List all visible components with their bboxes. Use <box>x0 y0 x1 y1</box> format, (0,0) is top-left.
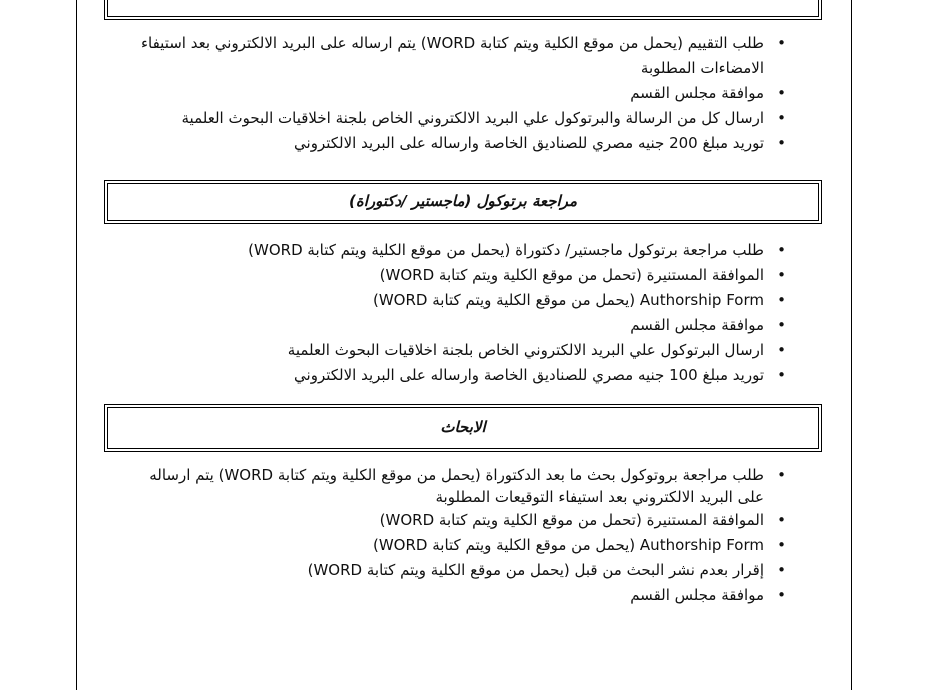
list-item: • طلب مراجعة بروتوكول بحث ما بعد الدكتوراة (يحمل من موقع الكلية ويتم كتابة WORD) يتم ارساله على البريد الالكتروني بعد استيفاء التوقيعات المطلوبة <box>120 464 792 508</box>
list-item: • توريد مبلغ 100 جنيه مصري للصناديق الخاصة وارساله على البريد الالكتروني <box>120 363 792 388</box>
list-item: • طلب مراجعة برتوكول ماجستير/ دكتوراة (يحمل من موقع الكلية ويتم كتابة WORD) <box>120 238 792 263</box>
list-item: • موافقة مجلس القسم <box>120 81 792 106</box>
list-item: • ارسال كل من الرسالة والبرتوكول علي البريد الالكتروني الخاص بلجنة اخلاقيات البحوث العلمية <box>120 106 792 131</box>
list-item: • توريد مبلغ 200 جنيه مصري للصناديق الخاصة وارساله على البريد الالكتروني <box>120 131 792 156</box>
requirements-list-protocol-review <box>120 238 792 388</box>
list-item: • الموافقة المستنيرة (تحمل من موقع الكلية ويتم كتابة WORD) <box>120 263 792 288</box>
list-item: • Authorship Form (يحمل من موقع الكلية ويتم كتابة WORD) <box>120 288 792 313</box>
list-item: • Authorship Form (يحمل من موقع الكلية ويتم كتابة WORD) <box>120 533 792 558</box>
section-header-box-top <box>104 0 822 20</box>
list-item: • موافقة مجلس القسم <box>120 583 792 608</box>
section-title: مراجعة برتوكول (ماجستير /دكتوراة) <box>348 192 577 210</box>
requirements-list-research <box>120 464 792 608</box>
list-item: • طلب التقييم (يحمل من موقع الكلية ويتم كتابة WORD) يتم ارساله على البريد الالكتروني بعد استيفاء الامضاءات المطلوبة <box>120 31 792 81</box>
section-header-protocol-review <box>104 180 822 224</box>
list-item: • موافقة مجلس القسم <box>120 313 792 338</box>
section-header-research <box>104 404 822 452</box>
section-title: الابحاث <box>440 418 486 436</box>
requirements-list-evaluation <box>120 31 792 156</box>
list-item: • ارسال البرتوكول علي البريد الالكتروني الخاص بلجنة اخلاقيات البحوث العلمية <box>120 338 792 363</box>
list-item: • الموافقة المستنيرة (تحمل من موقع الكلية ويتم كتابة WORD) <box>120 508 792 533</box>
list-item: • إقرار بعدم نشر البحث من قبل (يحمل من موقع الكلية ويتم كتابة WORD) <box>120 558 792 583</box>
